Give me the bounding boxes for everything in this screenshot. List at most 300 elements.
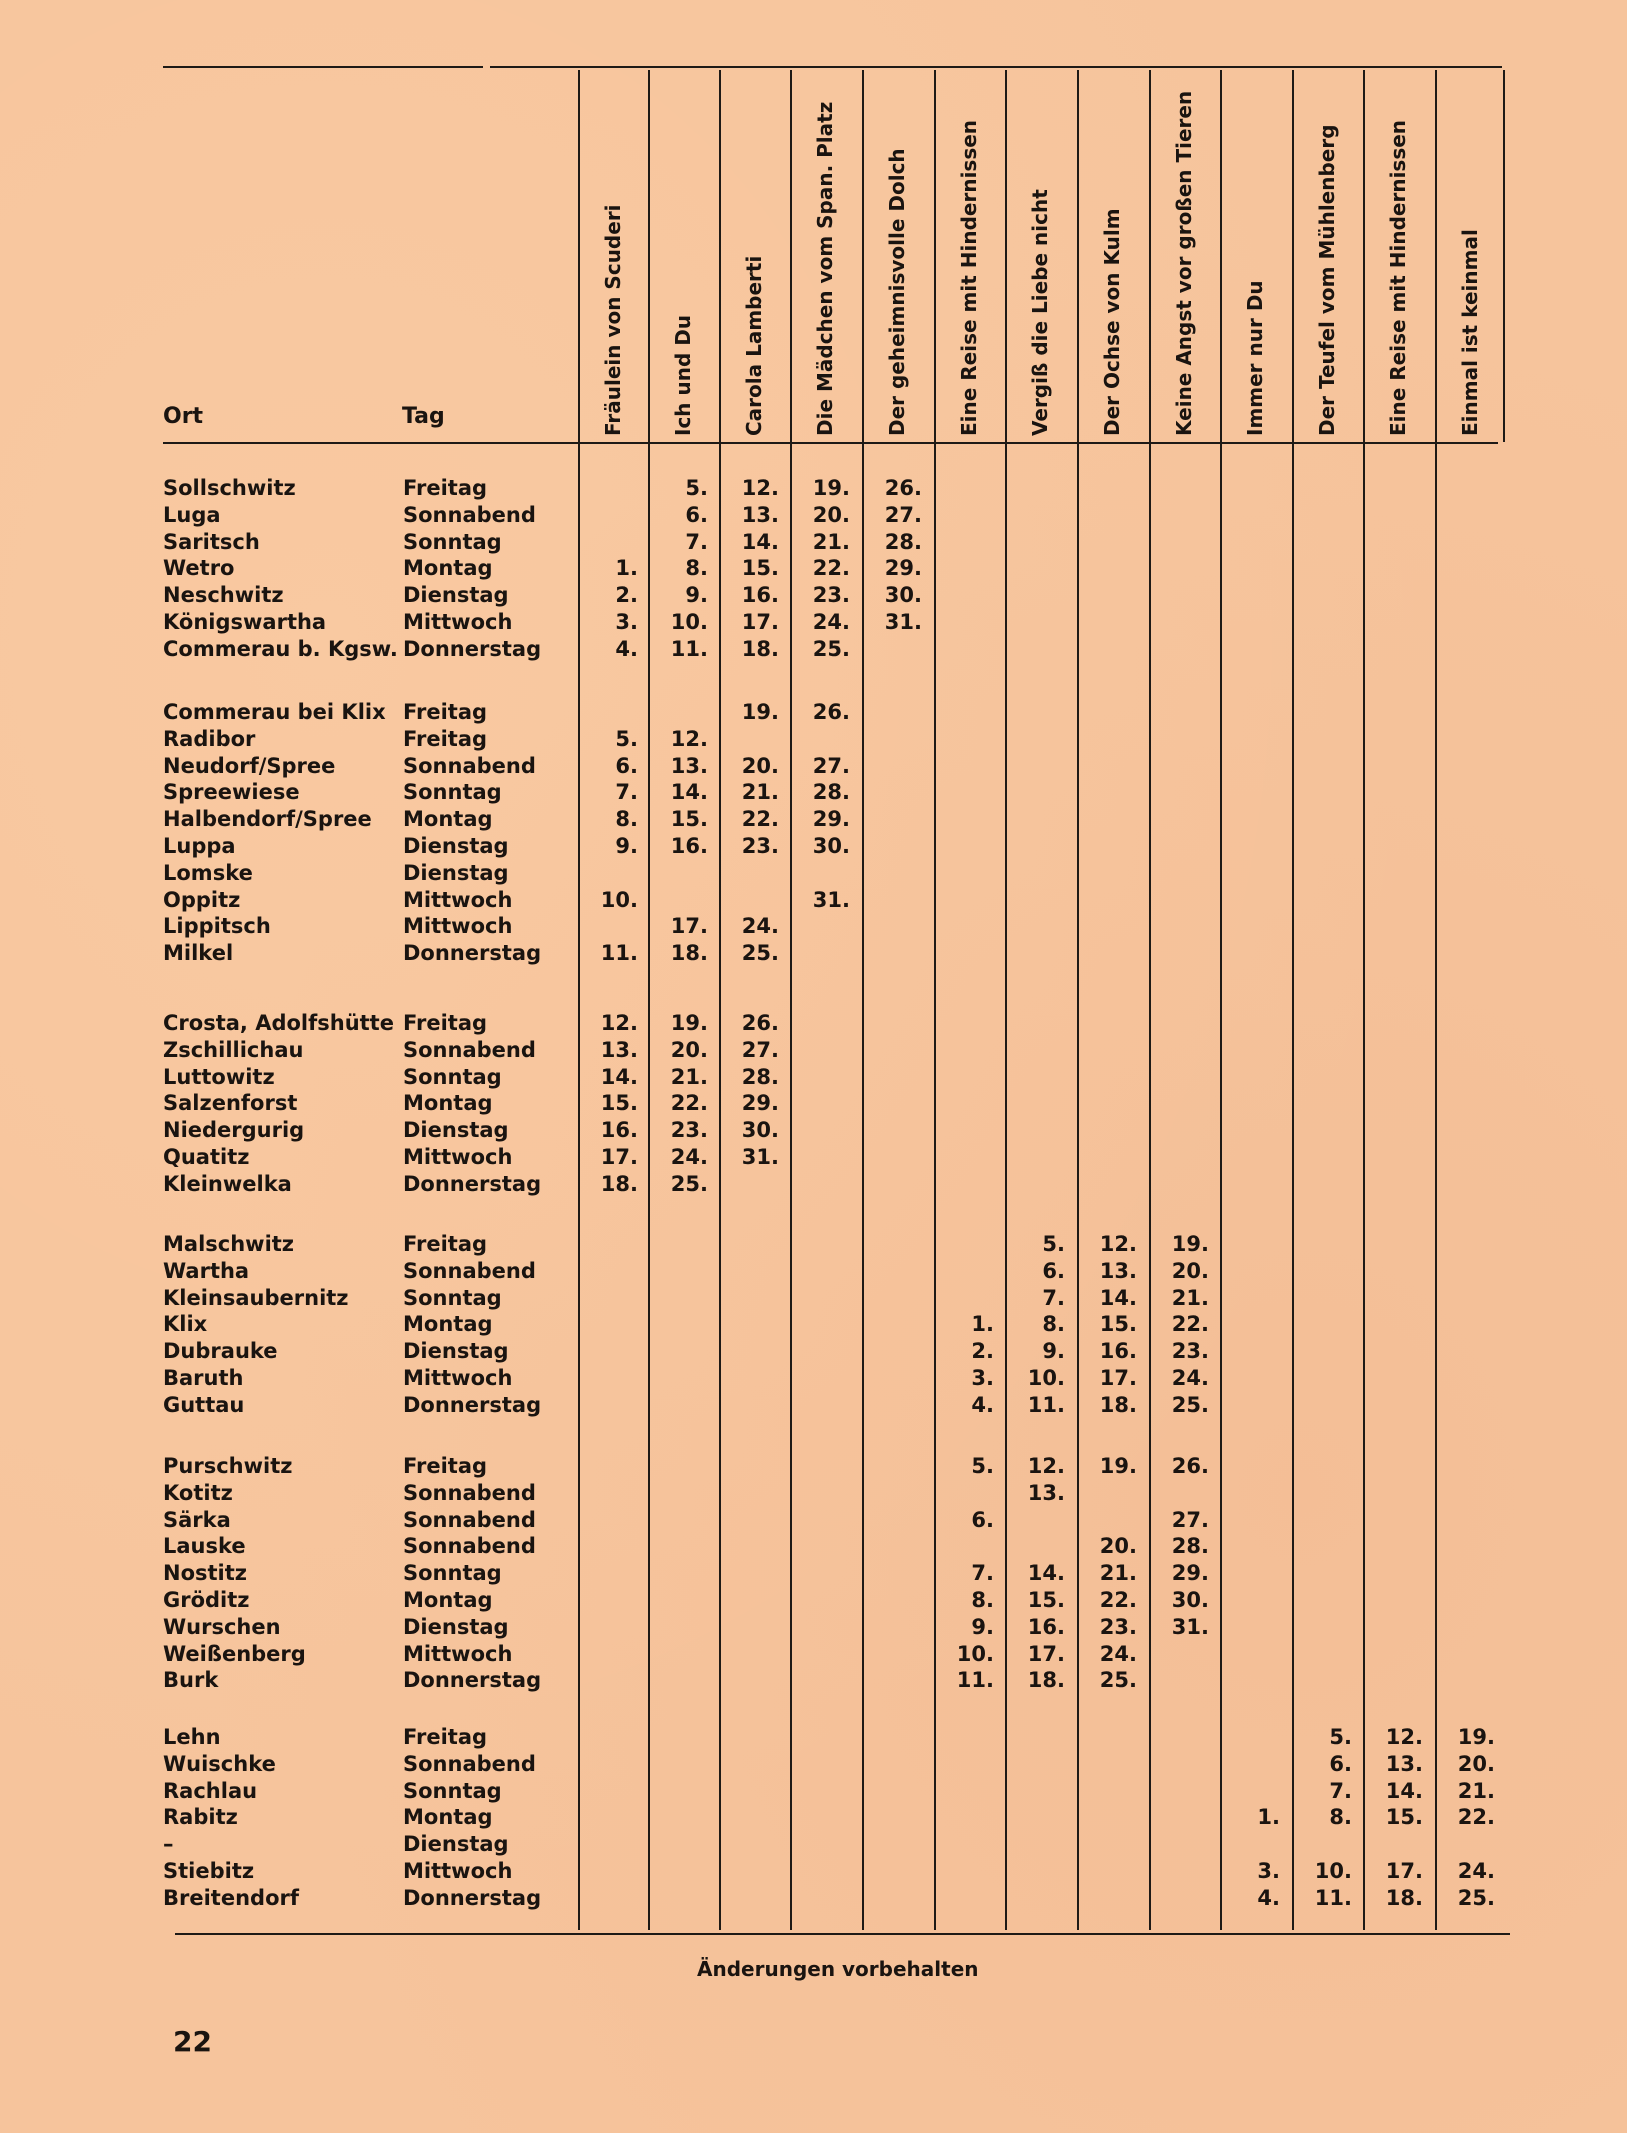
location-name: Gröditz (163, 1588, 250, 1612)
screening-date: 20. (812, 502, 850, 527)
screening-date: 23. (741, 834, 779, 858)
screening-date: 6. (685, 502, 708, 527)
location-name: Lippitsch (163, 914, 271, 939)
table-row (0, 1588, 1627, 1615)
screening-date: 27. (812, 753, 850, 778)
screening-date: 26. (1171, 1454, 1209, 1478)
screening-date: 13. (1099, 1258, 1137, 1283)
table-row (0, 1561, 1627, 1588)
screening-date: 28. (741, 1064, 779, 1089)
weekday: Donnerstag (403, 636, 542, 661)
screening-date: 16. (1099, 1339, 1137, 1364)
screening-date: 4. (615, 636, 638, 661)
film-column-header (1435, 70, 1505, 436)
screening-date: 23. (1171, 1339, 1209, 1364)
table-row (0, 1668, 1627, 1695)
column-header-ort: Ort (163, 404, 204, 429)
weekday: Montag (403, 807, 493, 832)
weekday: Montag (403, 1091, 493, 1116)
screening-date: 1. (971, 1312, 994, 1337)
table-row (0, 1886, 1627, 1913)
screening-date: 14. (1099, 1285, 1137, 1310)
screening-date: 28. (812, 780, 850, 805)
screening-date: 24. (670, 1145, 708, 1169)
location-name: – (163, 1832, 174, 1857)
screening-date: 8. (1329, 1805, 1352, 1830)
location-name: Crosta, Adolfshütte (163, 1011, 394, 1035)
weekday: Sonnabend (403, 1037, 536, 1062)
weekday: Dienstag (403, 1118, 509, 1143)
screening-date: 5. (615, 726, 638, 751)
film-title: Der Teufel vom Mühlenberg (1315, 124, 1339, 436)
film-column-header (648, 70, 718, 436)
screening-date: 21. (741, 780, 779, 805)
screening-date: 17. (600, 1145, 638, 1169)
film-title: Fräulein von Scuderi (601, 204, 625, 436)
table-row (0, 503, 1627, 530)
screening-date: 25. (1099, 1668, 1137, 1693)
table-row (0, 1779, 1627, 1806)
screening-date: 22. (1099, 1588, 1137, 1612)
screening-date: 27. (884, 502, 922, 527)
weekday: Freitag (403, 1011, 488, 1035)
location-name: Baruth (163, 1366, 244, 1390)
table-row (0, 1366, 1627, 1393)
weekday: Donnerstag (403, 1668, 542, 1693)
weekday: Mittwoch (403, 887, 513, 912)
location-name: Wetro (163, 556, 235, 581)
table-row (0, 1508, 1627, 1535)
weekday: Sonntag (403, 529, 502, 554)
film-title: Carola Lamberti (742, 255, 766, 436)
screening-date: 10. (1027, 1366, 1065, 1390)
screening-date: 29. (812, 807, 850, 832)
table-row (0, 1859, 1627, 1886)
screening-date: 24. (741, 914, 779, 939)
weekday: Dienstag (403, 583, 509, 608)
screening-date: 20. (1171, 1258, 1209, 1283)
screening-date: 22. (1457, 1805, 1495, 1830)
screening-date: 17. (1027, 1641, 1065, 1666)
screening-date: 3. (971, 1366, 994, 1390)
screening-date: 28. (1171, 1534, 1209, 1559)
weekday: Freitag (403, 700, 488, 724)
weekday: Mittwoch (403, 610, 513, 634)
table-row (0, 727, 1627, 754)
weekday: Dienstag (403, 1339, 509, 1364)
screening-date: 27. (1171, 1507, 1209, 1532)
column-header-tag: Tag (402, 404, 445, 429)
film-column-header (1363, 70, 1433, 436)
page-number: 22 (173, 2025, 212, 2058)
screening-date: 3. (615, 610, 638, 634)
screening-date: 31. (1171, 1614, 1209, 1639)
screening-date: 20. (1099, 1534, 1137, 1559)
weekday: Sonnabend (403, 1751, 536, 1776)
screening-date: 18. (741, 636, 779, 661)
screening-date: 2. (971, 1339, 994, 1364)
location-name: Radibor (163, 726, 256, 751)
weekday: Sonnabend (403, 1480, 536, 1505)
location-name: Salzenforst (163, 1091, 298, 1116)
table-row (0, 1172, 1627, 1199)
weekday: Sonnabend (403, 1258, 536, 1283)
weekday: Freitag (403, 476, 488, 500)
screening-date: 18. (1099, 1392, 1137, 1417)
table-row (0, 1091, 1627, 1118)
film-column-header (934, 70, 1004, 436)
screening-date: 21. (1099, 1561, 1137, 1586)
screening-date: 14. (1385, 1778, 1423, 1803)
screening-date: 7. (615, 780, 638, 805)
screening-date: 13. (741, 502, 779, 527)
screening-date: 30. (884, 583, 922, 608)
weekday: Dienstag (403, 1832, 509, 1857)
location-name: Lauske (163, 1534, 246, 1559)
screening-date: 19. (812, 476, 850, 500)
screening-date: 17. (1099, 1366, 1137, 1390)
location-name: Saritsch (163, 529, 260, 554)
weekday: Dienstag (403, 860, 509, 885)
location-name: Neschwitz (163, 583, 284, 608)
weekday: Freitag (403, 1232, 488, 1256)
table-row (0, 1312, 1627, 1339)
film-column-header (790, 70, 860, 436)
screening-date: 22. (741, 807, 779, 832)
screening-date: 4. (1257, 1885, 1280, 1910)
screening-date: 10. (600, 887, 638, 912)
film-title: Einmal ist keinmal (1458, 229, 1482, 436)
weekday: Mittwoch (403, 914, 513, 939)
screening-date: 18. (1027, 1668, 1065, 1693)
table-row (0, 1805, 1627, 1832)
screening-date: 7. (685, 529, 708, 554)
film-column-header (719, 70, 789, 436)
table-row (0, 1011, 1627, 1038)
screening-date: 24. (812, 610, 850, 634)
screening-date: 19. (1457, 1725, 1495, 1749)
weekday: Sonntag (403, 1285, 502, 1310)
screening-date: 6. (1042, 1258, 1065, 1283)
screening-date: 12. (600, 1011, 638, 1035)
screening-date: 15. (1385, 1805, 1423, 1830)
screening-date: 30. (812, 834, 850, 858)
screening-date: 7. (1042, 1285, 1065, 1310)
table-row (0, 1832, 1627, 1859)
screening-date: 16. (1027, 1614, 1065, 1639)
screening-date: 6. (615, 753, 638, 778)
screening-date: 8. (971, 1588, 994, 1612)
screening-date: 18. (1385, 1885, 1423, 1910)
screening-date: 1. (615, 556, 638, 581)
screening-date: 9. (1042, 1339, 1065, 1364)
screening-date: 20. (670, 1037, 708, 1062)
film-title: Der geheimnisvolle Dolch (885, 148, 909, 436)
table-row (0, 1286, 1627, 1313)
film-title: Immer nur Du (1243, 280, 1267, 436)
screening-date: 26. (812, 700, 850, 724)
weekday: Donnerstag (403, 1392, 542, 1417)
screening-date: 11. (956, 1668, 994, 1693)
weekday: Sonnabend (403, 502, 536, 527)
screening-date: 31. (884, 610, 922, 634)
weekday: Sonnabend (403, 1507, 536, 1532)
weekday: Sonntag (403, 1561, 502, 1586)
location-name: Luga (163, 502, 221, 527)
screening-date: 12. (1027, 1454, 1065, 1478)
location-name: Lomske (163, 860, 253, 885)
weekday: Mittwoch (403, 1859, 513, 1883)
screening-date: 16. (741, 583, 779, 608)
screening-date: 14. (670, 780, 708, 805)
screening-date: 14. (741, 529, 779, 554)
screening-date: 23. (812, 583, 850, 608)
screening-date: 21. (1171, 1285, 1209, 1310)
film-title: Ich und Du (671, 314, 695, 436)
table-row (0, 861, 1627, 888)
screening-date: 22. (812, 556, 850, 581)
screening-date: 25. (741, 941, 779, 966)
location-name: Zschillichau (163, 1037, 304, 1062)
location-name: Neudorf/Spree (163, 753, 336, 778)
film-title: Eine Reise mit Hindernissen (957, 119, 981, 436)
screening-date: 31. (741, 1145, 779, 1169)
location-name: Kleinwelka (163, 1171, 292, 1196)
location-name: Rabitz (163, 1805, 238, 1830)
screening-date: 2. (615, 583, 638, 608)
film-title: Der Ochse von Kulm (1100, 208, 1124, 436)
header-bottom-rule (163, 442, 1498, 444)
location-name: Rachlau (163, 1778, 258, 1803)
location-name: Klix (163, 1312, 208, 1337)
table-row (0, 888, 1627, 915)
weekday: Mittwoch (403, 1366, 513, 1390)
screening-date: 9. (615, 834, 638, 858)
weekday: Freitag (403, 726, 488, 751)
location-name: Sollschwitz (163, 476, 296, 500)
location-name: Commerau b. Kgsw. (163, 636, 398, 661)
location-name: Oppitz (163, 887, 241, 912)
screening-date: 8. (615, 807, 638, 832)
screening-date: 17. (1385, 1859, 1423, 1883)
table-row (0, 1145, 1627, 1172)
screening-date: 15. (1027, 1588, 1065, 1612)
screening-date: 20. (741, 753, 779, 778)
screening-date: 13. (1385, 1751, 1423, 1776)
table-row (0, 914, 1627, 941)
weekday: Freitag (403, 1725, 488, 1749)
location-name: Stiebitz (163, 1859, 255, 1883)
screening-date: 15. (670, 807, 708, 832)
screening-date: 26. (884, 476, 922, 500)
top-rule-left (163, 66, 483, 68)
screening-date: 8. (1042, 1312, 1065, 1337)
screening-date: 25. (1171, 1392, 1209, 1417)
film-column-header (1220, 70, 1290, 436)
screening-date: 12. (1385, 1725, 1423, 1749)
film-column-header (1149, 70, 1219, 436)
screening-date: 3. (1257, 1859, 1280, 1883)
weekday: Dienstag (403, 834, 509, 858)
weekday: Dienstag (403, 1614, 509, 1639)
screening-date: 17. (741, 610, 779, 634)
screening-date: 19. (1171, 1232, 1209, 1256)
screening-date: 21. (670, 1064, 708, 1089)
location-name: Dubrauke (163, 1339, 278, 1364)
location-name: Lehn (163, 1725, 221, 1749)
screening-date: 23. (670, 1118, 708, 1143)
screening-date: 12. (741, 476, 779, 500)
screening-date: 31. (812, 887, 850, 912)
screening-date: 11. (1314, 1885, 1352, 1910)
screening-date: 11. (600, 941, 638, 966)
table-row (0, 476, 1627, 503)
table-row (0, 807, 1627, 834)
screening-date: 14. (600, 1064, 638, 1089)
table-row (0, 1118, 1627, 1145)
weekday: Montag (403, 1805, 493, 1830)
screening-date: 13. (670, 753, 708, 778)
location-name: Nostitz (163, 1561, 247, 1586)
weekday: Mittwoch (403, 1641, 513, 1666)
location-name: Wartha (163, 1258, 250, 1283)
weekday: Sonnabend (403, 753, 536, 778)
location-name: Särka (163, 1507, 231, 1532)
table-row (0, 834, 1627, 861)
weekday: Sonntag (403, 1064, 502, 1089)
table-row (0, 1259, 1627, 1286)
film-title: Die Mädchen vom Span. Platz (813, 101, 837, 436)
screening-date: 16. (670, 834, 708, 858)
screening-date: 7. (1329, 1778, 1352, 1803)
table-row (0, 1534, 1627, 1561)
weekday: Montag (403, 556, 493, 581)
table-row (0, 1065, 1627, 1092)
screening-date: 19. (741, 700, 779, 724)
screening-date: 10. (956, 1641, 994, 1666)
weekday: Donnerstag (403, 1171, 542, 1196)
location-name: Luppa (163, 834, 236, 858)
location-name: Commerau bei Klix (163, 700, 386, 724)
location-name: Wuischke (163, 1751, 276, 1776)
location-name: Weißenberg (163, 1641, 306, 1666)
screening-date: 19. (1099, 1454, 1137, 1478)
screening-date: 25. (1457, 1885, 1495, 1910)
screening-date: 13. (1027, 1480, 1065, 1505)
screening-date: 11. (670, 636, 708, 661)
screening-date: 11. (1027, 1392, 1065, 1417)
screening-date: 13. (600, 1037, 638, 1062)
table-bottom-rule (175, 1933, 1510, 1935)
screening-date: 14. (1027, 1561, 1065, 1586)
location-name: Luttowitz (163, 1064, 275, 1089)
weekday: Donnerstag (403, 1885, 542, 1910)
location-name: Spreewiese (163, 780, 300, 805)
table-row (0, 1752, 1627, 1779)
changes-reserved-note: Änderungen vorbehalten (697, 1957, 979, 1981)
film-column-header (1292, 70, 1362, 436)
location-name: Quatitz (163, 1145, 250, 1169)
screening-date: 24. (1457, 1859, 1495, 1883)
weekday: Sonntag (403, 780, 502, 805)
table-row (0, 700, 1627, 727)
weekday: Sonnabend (403, 1534, 536, 1559)
screening-date: 15. (600, 1091, 638, 1116)
film-title: Vergiß die Liebe nicht (1028, 189, 1052, 436)
location-name: Niedergurig (163, 1118, 305, 1143)
screening-date: 23. (1099, 1614, 1137, 1639)
screening-date: 29. (884, 556, 922, 581)
screening-date: 10. (1314, 1859, 1352, 1883)
screening-date: 16. (600, 1118, 638, 1143)
screening-date: 21. (812, 529, 850, 554)
film-column-header (578, 70, 648, 436)
screening-date: 9. (685, 583, 708, 608)
table-row (0, 1038, 1627, 1065)
screening-date: 18. (670, 941, 708, 966)
table-row (0, 1454, 1627, 1481)
weekday: Montag (403, 1312, 493, 1337)
film-column-header (862, 70, 932, 436)
screening-date: 29. (741, 1091, 779, 1116)
screening-date: 17. (670, 914, 708, 939)
screening-date: 12. (1099, 1232, 1137, 1256)
weekday: Montag (403, 1588, 493, 1612)
screening-date: 24. (1099, 1641, 1137, 1666)
table-row (0, 637, 1627, 664)
location-name: Halbendorf/Spree (163, 807, 372, 832)
screening-date: 15. (741, 556, 779, 581)
screening-date: 15. (1099, 1312, 1137, 1337)
screening-date: 5. (1042, 1232, 1065, 1256)
screening-date: 29. (1171, 1561, 1209, 1586)
screening-date: 7. (971, 1561, 994, 1586)
location-name: Guttau (163, 1392, 245, 1417)
table-row (0, 530, 1627, 557)
location-name: Breitendorf (163, 1885, 299, 1910)
location-name: Purschwitz (163, 1454, 293, 1478)
screening-date: 27. (741, 1037, 779, 1062)
screening-date: 25. (812, 636, 850, 661)
film-title: Eine Reise mit Hindernissen (1386, 119, 1410, 436)
table-row (0, 1481, 1627, 1508)
table-row (0, 780, 1627, 807)
weekday: Freitag (403, 1454, 488, 1478)
table-row (0, 556, 1627, 583)
screening-date: 21. (1457, 1778, 1495, 1803)
screening-date: 4. (971, 1392, 994, 1417)
location-name: Wurschen (163, 1614, 281, 1639)
screening-date: 5. (685, 476, 708, 500)
location-name: Kotitz (163, 1480, 233, 1505)
film-title: Keine Angst vor großen Tieren (1172, 90, 1196, 436)
screening-date: 28. (884, 529, 922, 554)
screening-date: 9. (971, 1614, 994, 1639)
table-row (0, 1232, 1627, 1259)
weekday: Sonntag (403, 1778, 502, 1803)
top-rule-right (490, 66, 1502, 68)
table-row (0, 754, 1627, 781)
screening-date: 25. (670, 1171, 708, 1196)
location-name: Milkel (163, 941, 234, 966)
screening-date: 6. (971, 1507, 994, 1532)
table-row (0, 1393, 1627, 1420)
table-row (0, 941, 1627, 968)
screening-date: 6. (1329, 1751, 1352, 1776)
screening-date: 22. (670, 1091, 708, 1116)
screening-date: 30. (741, 1118, 779, 1143)
screening-date: 22. (1171, 1312, 1209, 1337)
